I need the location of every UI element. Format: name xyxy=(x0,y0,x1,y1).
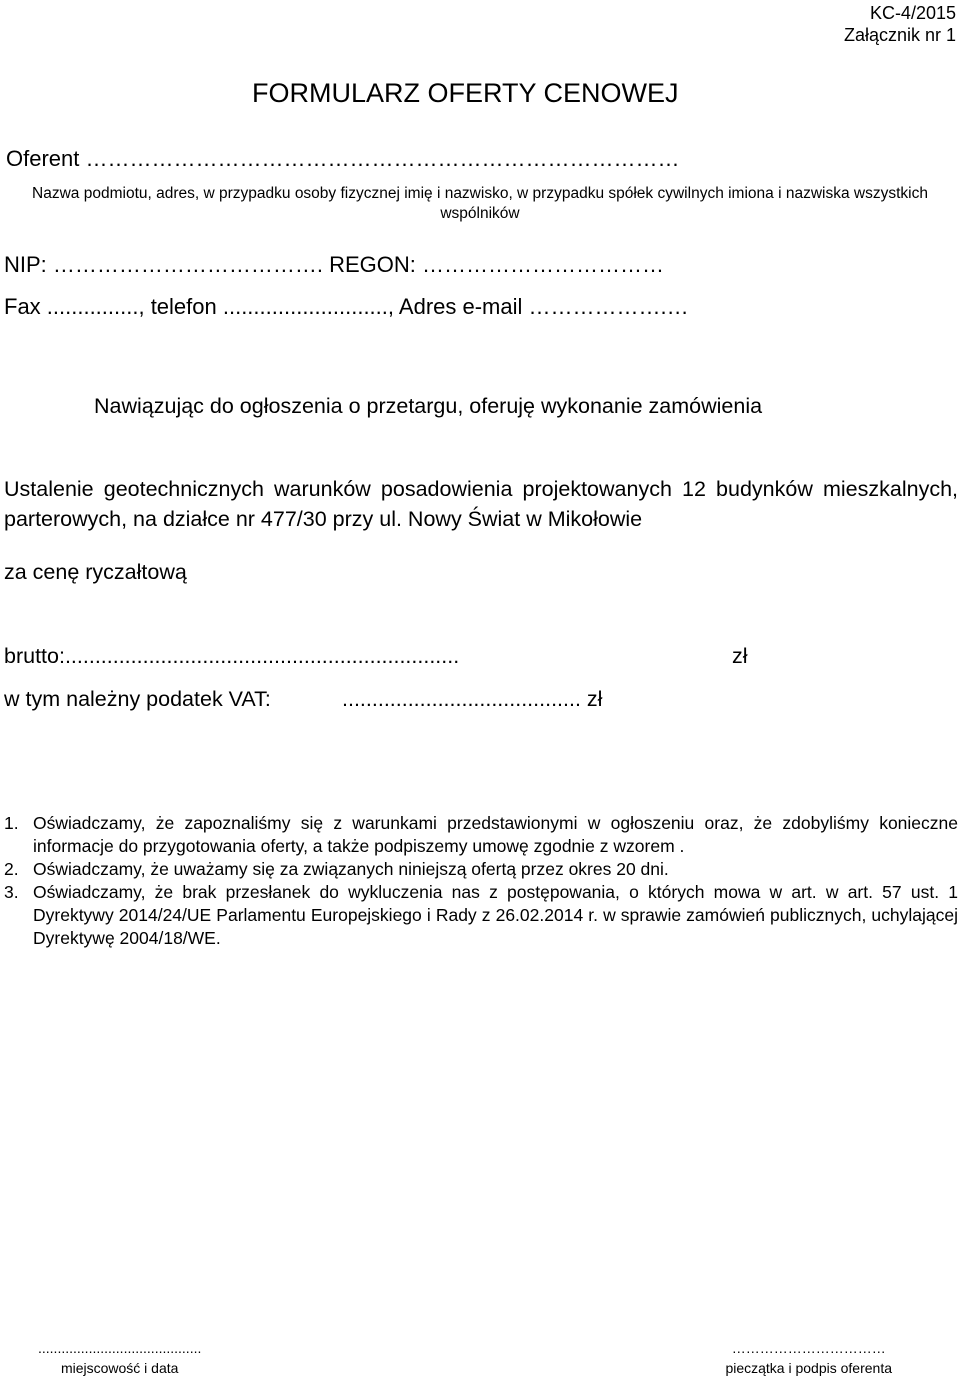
declaration-text: Oświadczamy, że uważamy się za związanych niniejszą ofertą przez okres 20 dni. xyxy=(33,859,669,879)
declaration-item xyxy=(4,858,958,881)
offer-intro: Nawiązując do ogłoszenia o przetargu, oferuję wykonanie zamówienia xyxy=(94,394,763,418)
oferent-hint: Nazwa podmiotu, adres, w przypadku osoby fizycznej imię i nazwisko, w przypadku spółek cywilnych imiona i nazwiska wszystkich wspólników xyxy=(32,185,928,222)
declaration-item xyxy=(4,812,958,858)
attachment-label: Załącznik nr 1 xyxy=(843,25,956,45)
page-title: FORMULARZ OFERTY CENOWEJ xyxy=(252,78,679,108)
gross-label: brutto: xyxy=(4,644,65,668)
place-date-dots: .......................................... xyxy=(38,1340,202,1356)
declaration-item xyxy=(4,881,958,950)
contact-line: Fax ..............., telefon ..........................., Adres e-mail ……………….… xyxy=(4,294,689,319)
gross-dots: .................................................................. xyxy=(64,644,460,668)
stamp-signature-dots: …………………………… xyxy=(731,1340,886,1356)
declaration-text: Oświadczamy, że brak przesłanek do wykluczenia nas z postępowania, o których mowa w art. w art. 57 ust. 1 Dyrektywy 2014/24/UE Parlamentu Europejskiego i Rady z 26.02.2014 r. w sprawie zamówień publicznych, uchylającej Dyrektywę 2004/18/WE. xyxy=(33,882,958,948)
declaration-number: 1. xyxy=(4,813,19,833)
place-date-label: miejscowość i data xyxy=(60,1360,179,1376)
nip-regon-line: NIP: ………………………………. REGON: …………………………… xyxy=(4,252,665,277)
gross-price-line xyxy=(4,644,748,669)
document-reference xyxy=(844,2,956,46)
declaration-number: 2. xyxy=(4,859,19,879)
lump-sum-label: za cenę ryczałtową xyxy=(4,560,187,584)
reference-number: KC-4/2015 xyxy=(869,3,956,23)
stamp-signature-label: pieczątka i podpis oferenta xyxy=(725,1360,892,1376)
offer-subject: Ustalenie geotechnicznych warunków posadowienia projektowanych 12 budynków mieszkalnych, parterowych, na działce nr 477/30 przy ul. Nowy Świat w Mikołowie xyxy=(4,477,958,531)
vat-dots: ........................................ xyxy=(342,687,581,711)
gross-currency: zł xyxy=(732,644,748,668)
vat-line xyxy=(4,687,804,712)
stamp-signature xyxy=(725,1338,892,1378)
vat-value xyxy=(342,687,602,712)
vat-label: w tym należny podatek VAT: xyxy=(4,687,271,711)
declarations xyxy=(4,812,958,950)
declaration-text: Oświadczamy, że zapoznaliśmy się z warunkami przedstawionymi w ogłoszeniu oraz, że zdobyliśmy konieczne informacje do przygotowania oferty, a także podpiszemy umowę zgodnie z wzorem . xyxy=(33,813,958,856)
place-date-signature xyxy=(38,1338,201,1378)
oferent-line: Oferent ……………………………………………………………………… xyxy=(6,146,680,171)
declaration-number: 3. xyxy=(4,882,19,902)
vat-currency: zł xyxy=(586,687,603,711)
